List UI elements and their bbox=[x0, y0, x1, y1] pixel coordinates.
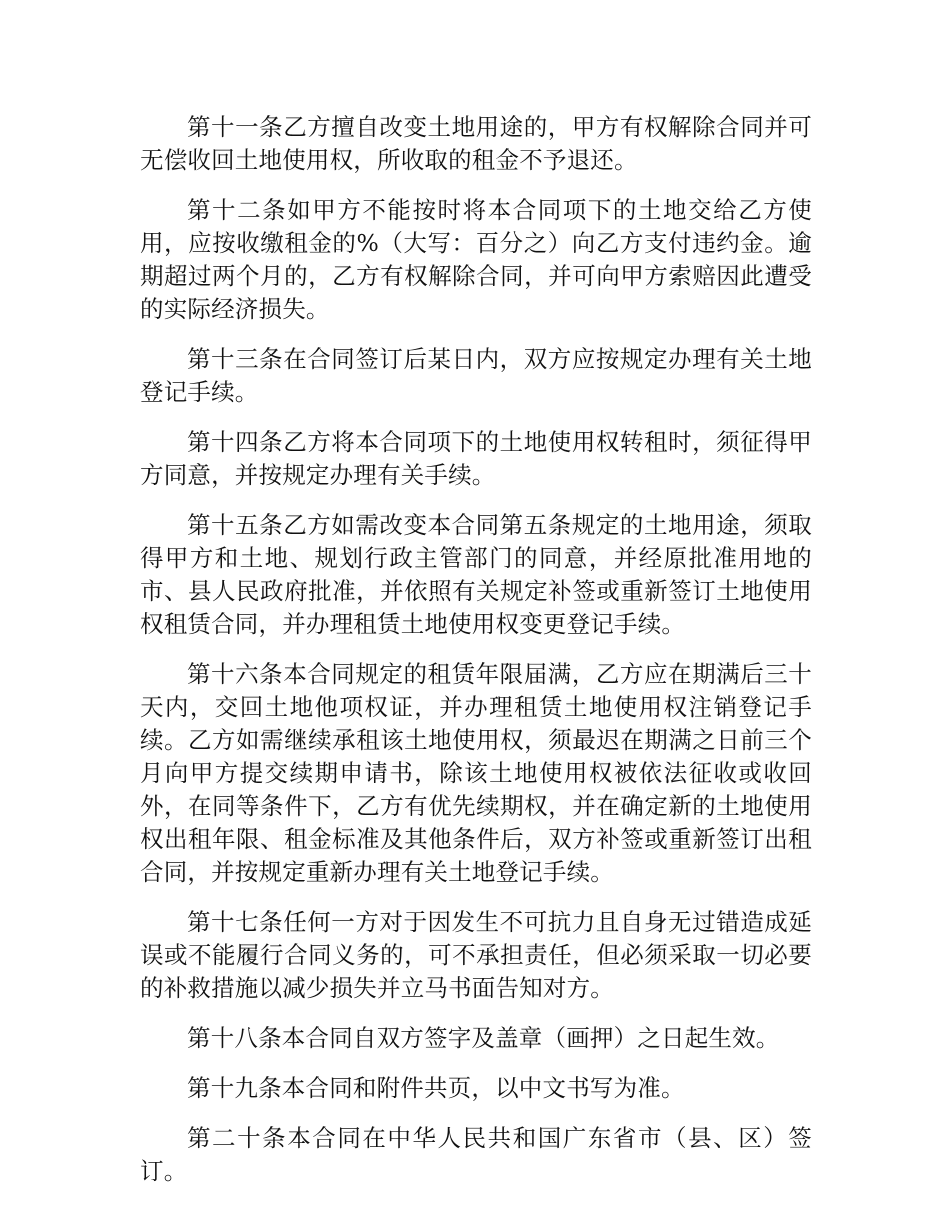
clause-19: 第十九条本合同和附件共页，以中文书写为准。 bbox=[187, 1074, 685, 1102]
clause-18: 第十八条本合同自双方签字及盖章（画押）之日起生效。 bbox=[187, 1024, 780, 1052]
document-body bbox=[140, 111, 812, 1205]
clause-17: 第十七条任何一方对于因发生不可抗力且自身无过错造成延误或不能履行合同义务的，可不承担责任，但必须采取一切必要的补救措施以减少损失并立马书面告知对方。 bbox=[140, 908, 812, 1002]
clause-13: 第十三条在合同签订后某日内，双方应按规定办理有关土地登记手续。 bbox=[140, 345, 812, 406]
clause-11: 第十一条乙方擅自改变土地用途的，甲方有权解除合同并可无偿收回土地使用权，所收取的租金不予退还。 bbox=[140, 113, 812, 174]
clause-15: 第十五条乙方如需改变本合同第五条规定的土地用途，须取得甲方和土地、规划行政主管部门的同意，并经原批准用地的市、县人民政府批准，并依照有关规定补签或重新签订土地使用权租赁合同，并办理租赁土地使用权变更登记手续。 bbox=[140, 511, 812, 638]
clause-12: 第十二条如甲方不能按时将本合同项下的土地交给乙方使用，应按收缴租金的%（大写：百分之）向乙方支付违约金。逾期超过两个月的，乙方有权解除合同，并可向甲方索赔因此遭受的实际经济损失。 bbox=[140, 196, 812, 323]
clause-14: 第十四条乙方将本合同项下的土地使用权转租时，须征得甲方同意，并按规定办理有关手续。 bbox=[140, 428, 812, 489]
clause-20: 第二十条本合同在中华人民共和国广东省市（县、区）签订。 bbox=[140, 1124, 812, 1185]
clause-16: 第十六条本合同规定的租赁年限届满，乙方应在期满后三十天内，交回土地他项权证，并办理租赁土地使用权注销登记手续。乙方如需继续承租该土地使用权，须最迟在期满之日前三个月向甲方提交续期申请书，除该土地使用权被依法征收或收回外，在同等条件下，乙方有优先续期权，并在确定新的土地使用权出租年限、租金标准及其他条件后，双方补签或重新签订出租合同，并按规定重新办理有关土地登记手续。 bbox=[140, 660, 812, 886]
